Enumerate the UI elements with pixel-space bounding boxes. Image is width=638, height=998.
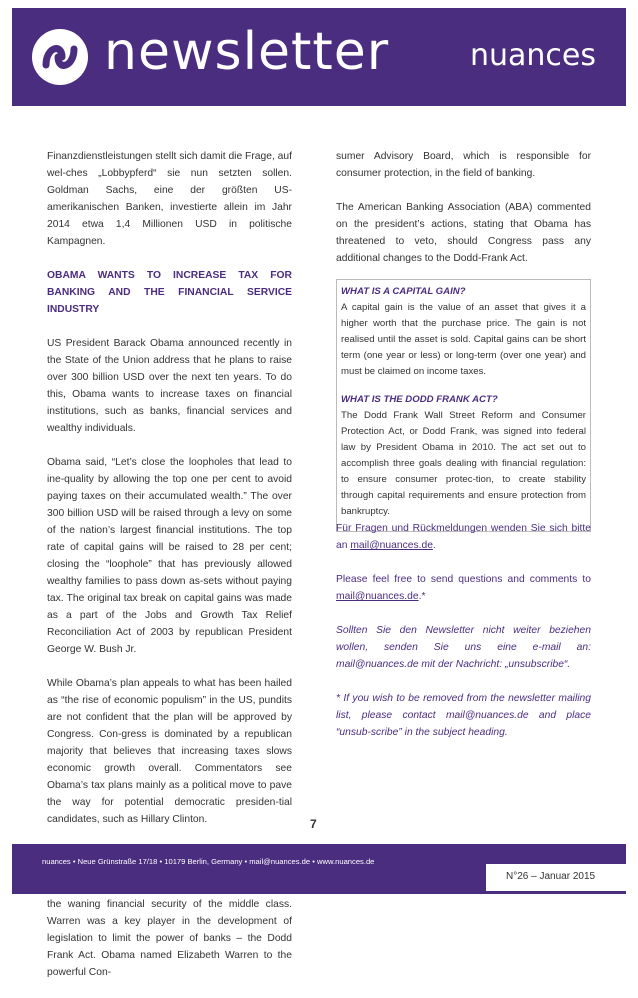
page-number: 7 [310,817,317,831]
unsubscribe-de: Sollten Sie den Newsletter nicht weiter beziehen wollen, senden Sie uns eine e-mail an: mail@nuances.de mit der Nachricht: „unsubscribe“. [336,625,591,670]
issue-number: N°26 – Januar 2015 [486,864,626,891]
email-link[interactable]: mail@nuances.de [336,591,419,602]
box-heading: WHAT IS A CAPITAL GAIN? [341,286,466,297]
paragraph: the waning financial security of the middle class. Warren was a key player in the development of legislation to limit the power of banks – the Dodd Frank Act. Obama named Elizabeth Warren to the powerful Con- [47,899,292,978]
paragraph: US President Barack Obama announced recently in the State of the Union address that he plans to raise over 300 billion USD over the next ten years. To do this, Obama wants to increase taxes on financial institutions, such as banks, financial services and wealthy individuals. [47,338,292,434]
contact-en [336,571,591,605]
info-box [336,279,591,532]
contact-text: Please feel free to send questions and comments to [336,574,591,585]
box-text: The Dodd Frank Wall Street Reform and Consumer Protection Act, or Dodd Frank, was signed into federal law by President Obama in 2010. The act set out to accomplish three goals dealing with financial regulation: to ensure consumer protec-tion, to create stability through capital requirements and ensure protection from bankruptcy. [341,410,586,517]
newsletter-header [12,8,626,106]
box-text: A capital gain is the value of an asset that gives it a higher worth that the purchase price. The gain is not realised until the asset is sold. Capital gains can be short term (one year or less) or long-term (over one year) and must be claimed on income taxes. [341,302,586,377]
email-link[interactable]: mail@nuances.de [350,540,433,551]
footer-address: nuances • Neue Grünstraße 17/18 • 10179 Berlin, Germany • mail@nuances.de • www.nuances.de [42,857,375,866]
unsubscribe-en: * If you wish to be removed from the newsletter mailing list, please contact mail@nuances.de and place “unsub-scribe” in the subject heading. [336,693,591,738]
paragraph: While Obama’s plan appeals to what has been hailed as “the rise of economic populism” in the US, pundits are not confident that the plan will be approved by Congress. Con-gress is dominated by a republican majority that believes that increasing taxes slows economic growth overall. Commentators see Obama’s tax plans mainly as a political move to pave the way for potential democratic presiden-tial candidates, such as Hillary Clinton. [47,678,292,825]
contact-de [336,520,591,554]
paragraph: sumer Advisory Board, which is responsible for consumer protection, in the field of banking. [336,151,591,179]
paragraph: Obama said, “Let’s close the loopholes that lead to ine-quality by allowing the top one per cent to avoid paying taxes on their accumulated wealth.” The over 300 billion USD will be raised through a levy on some of the nation’s largest financial institutions. The top rate of capital gains will be raised to 28 per cent; closing the “loophole” that has previously allowed wealthy families to pass down as-sets without paying tax. The original tax break on capital gains was made as a part of the Jobs and Growth Tax Relief Reconciliation Act of 2003 by republican President George W. Bush Jr. [47,457,292,655]
punctuation: .* [418,591,426,602]
footer [12,844,626,894]
contact-section [336,520,591,758]
newsletter-title: newsletter [104,22,390,82]
nuances-logo-icon [32,29,88,85]
paragraph: Finanzdienstleistungen stellt sich damit die Frage, auf wel-ches „Lobbypferd“ sie nun setzten sollen. Goldman Sachs, eine der größten US-amerikanischen Banken, investierte allein im Jahr 2014 etwa 1,4 Millionen USD in politische Kampagnen. [47,151,292,247]
punctuation: . [432,540,436,551]
box-heading: WHAT IS THE DODD FRANK ACT? [341,394,498,405]
section-heading: OBAMA WANTS TO INCREASE TAX FOR BANKING AND THE FINANCIAL SERVICE INDUSTRY [47,270,292,315]
brand-name: nuances [469,38,596,73]
right-column [336,148,591,532]
paragraph: The American Banking Association (ABA) commented on the president’s actions, stating that Obama has threatened to veto, should Congress pass any additional changes to the Dodd-Frank Act. [336,202,591,264]
contact-text: Für Fragen und Rückmeldungen wenden Sie sich bitte an [336,523,591,551]
